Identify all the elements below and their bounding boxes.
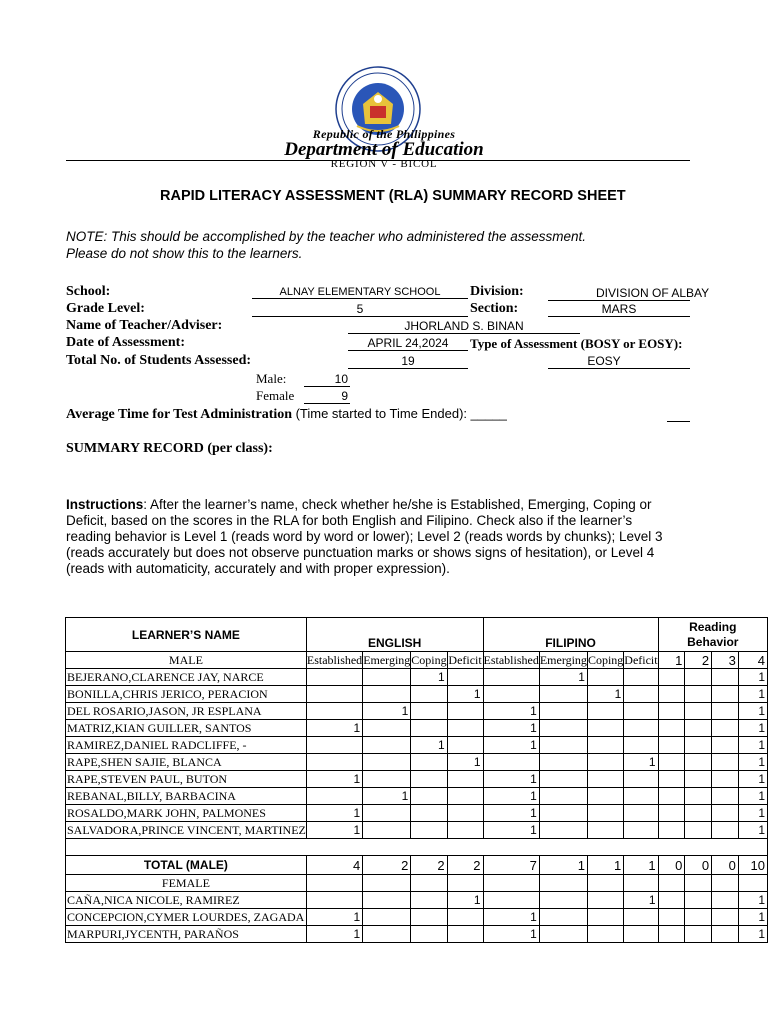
score-cell	[539, 737, 587, 754]
reading-behavior-header	[658, 618, 767, 652]
total-male-cell: 10	[738, 856, 767, 875]
table-row	[66, 788, 768, 805]
score-cell	[624, 771, 658, 788]
total-male-cell: 2	[363, 856, 411, 875]
score-cell: 1	[483, 720, 539, 737]
score-cell	[447, 771, 483, 788]
male-label: Male:	[256, 371, 287, 386]
score-cell: 1	[738, 720, 767, 737]
instructions-text-1: : After the learner’s name, check whether he/she is Established, Emerging, Coping or	[143, 497, 652, 512]
score-cell	[483, 892, 539, 909]
table-row	[66, 737, 768, 754]
score-cell	[712, 720, 739, 737]
school-label: School:	[66, 284, 111, 299]
score-cell	[712, 771, 739, 788]
english-header: ENGLISH	[306, 618, 483, 652]
score-cell	[685, 669, 712, 686]
score-cell	[685, 892, 712, 909]
score-cell	[411, 703, 447, 720]
score-cell	[539, 822, 587, 839]
score-cell	[411, 754, 447, 771]
score-cell	[712, 686, 739, 703]
score-cell	[306, 788, 362, 805]
sub-header-row	[66, 652, 768, 669]
female-value: 9	[304, 389, 350, 404]
score-cell: 1	[411, 669, 447, 686]
score-cell: 1	[447, 754, 483, 771]
table-row	[66, 805, 768, 822]
score-cell	[306, 669, 362, 686]
section-label: Section:	[470, 301, 519, 316]
score-cell	[658, 822, 685, 839]
score-cell	[363, 805, 411, 822]
total-male-cell: 0	[712, 856, 739, 875]
score-cell	[624, 720, 658, 737]
score-cell: 1	[483, 788, 539, 805]
score-cell	[685, 909, 712, 926]
empty-cell	[363, 875, 411, 892]
avg-time-rest: (Time started to Time Ended): _____	[295, 406, 507, 421]
learner-name: DEL ROSARIO,JASON, JR ESPLANA	[66, 703, 307, 720]
score-cell	[658, 720, 685, 737]
score-cell	[685, 805, 712, 822]
score-cell: 1	[306, 926, 362, 943]
score-cell: 1	[363, 788, 411, 805]
score-cell	[539, 926, 587, 943]
score-cell	[363, 926, 411, 943]
level-3-header: 3	[712, 652, 739, 669]
score-cell: 1	[483, 822, 539, 839]
score-cell: 1	[624, 754, 658, 771]
score-cell	[306, 737, 362, 754]
score-cell: 1	[306, 822, 362, 839]
score-cell	[712, 737, 739, 754]
score-cell	[411, 926, 447, 943]
score-cell: 1	[483, 926, 539, 943]
score-cell: 1	[483, 737, 539, 754]
filipino-header: FILIPINO	[483, 618, 658, 652]
total-male-cell: 2	[447, 856, 483, 875]
score-cell	[539, 754, 587, 771]
score-cell	[712, 822, 739, 839]
score-cell	[624, 788, 658, 805]
score-cell	[539, 805, 587, 822]
empty-cell	[624, 875, 658, 892]
table-row	[66, 669, 768, 686]
date-value: APRIL 24,2024	[348, 336, 468, 351]
score-cell	[685, 703, 712, 720]
score-cell: 1	[738, 669, 767, 686]
total-male-cell: 0	[685, 856, 712, 875]
score-cell: 1	[738, 754, 767, 771]
score-cell	[624, 909, 658, 926]
score-cell: 1	[306, 720, 362, 737]
blank-cell	[66, 839, 768, 856]
score-cell	[685, 754, 712, 771]
total-male-cell: 1	[624, 856, 658, 875]
score-cell: 1	[483, 703, 539, 720]
score-cell	[658, 805, 685, 822]
score-cell	[624, 737, 658, 754]
learner-name: CONCEPCION,CYMER LOURDES, ZAGADA	[67, 909, 305, 924]
score-cell: 1	[447, 686, 483, 703]
avg-time-label: Average Time for Test Administration	[66, 407, 293, 422]
table-row	[66, 686, 768, 703]
score-cell	[685, 822, 712, 839]
score-cell	[685, 788, 712, 805]
score-cell	[411, 822, 447, 839]
score-cell: 1	[738, 737, 767, 754]
score-cell	[658, 788, 685, 805]
subheader-emerging-filipino: Emerging	[539, 652, 587, 667]
score-cell	[306, 892, 362, 909]
score-cell	[587, 720, 623, 737]
table-row	[66, 720, 768, 737]
score-cell: 1	[738, 686, 767, 703]
score-cell: 1	[483, 771, 539, 788]
score-cell	[587, 669, 623, 686]
score-cell: 1	[738, 909, 767, 926]
score-cell	[587, 737, 623, 754]
score-cell	[363, 720, 411, 737]
score-cell	[306, 686, 362, 703]
school-value: ALNAY ELEMENTARY SCHOOL	[252, 286, 468, 299]
avg-time-line	[66, 406, 690, 423]
score-cell	[712, 805, 739, 822]
empty-cell	[483, 875, 539, 892]
empty-cell	[411, 875, 447, 892]
learner-name-header: LEARNER’S NAME	[66, 618, 307, 652]
female-section-row	[66, 875, 768, 892]
instructions-line-3: reading behavior is Level 1 (reads word by word or lower); Level 2 (reads words by chunks); Level 3	[66, 529, 663, 544]
total-male-cell: 2	[411, 856, 447, 875]
score-cell	[447, 720, 483, 737]
score-cell: 1	[483, 805, 539, 822]
grade-label: Grade Level:	[66, 301, 145, 316]
score-cell	[658, 686, 685, 703]
learner-name: MATRIZ,KIAN GUILLER, SANTOS	[66, 720, 307, 737]
score-cell	[658, 771, 685, 788]
score-cell	[539, 788, 587, 805]
score-cell	[363, 669, 411, 686]
score-cell	[685, 771, 712, 788]
score-cell	[658, 737, 685, 754]
score-cell	[712, 703, 739, 720]
total-male-cell: 0	[658, 856, 685, 875]
score-cell	[363, 754, 411, 771]
score-cell	[539, 771, 587, 788]
learner-name: BEJERANO,CLARENCE JAY, NARCE	[66, 669, 307, 686]
score-cell: 1	[738, 822, 767, 839]
score-cell	[447, 926, 483, 943]
score-cell	[363, 771, 411, 788]
table-row	[66, 909, 768, 926]
type-label: Type of Assessment (BOSY or EOSY):	[470, 336, 683, 351]
level-1-header: 1	[658, 652, 685, 669]
score-cell	[447, 703, 483, 720]
subheader-coping-english: Coping	[411, 652, 447, 667]
section-value: MARS	[548, 302, 690, 317]
score-cell	[712, 892, 739, 909]
table-row	[66, 892, 768, 909]
score-cell	[587, 805, 623, 822]
score-cell: 1	[306, 771, 362, 788]
score-cell	[447, 669, 483, 686]
learner-name: ROSALDO,MARK JOHN, PALMONES	[66, 805, 307, 822]
score-cell: 1	[738, 771, 767, 788]
score-cell	[411, 788, 447, 805]
score-cell: 1	[483, 909, 539, 926]
table-row	[66, 926, 768, 943]
instructions-line-2: Deficit, based on the scores in the RLA for both English and Filipino. Check also if the learner’s	[66, 513, 633, 528]
score-cell	[624, 822, 658, 839]
date-label: Date of Assessment:	[66, 335, 185, 350]
score-cell	[624, 686, 658, 703]
score-cell	[363, 822, 411, 839]
total-male-cell: 4	[306, 856, 362, 875]
type-value: EOSY	[548, 354, 690, 369]
score-cell: 1	[363, 703, 411, 720]
score-cell	[411, 892, 447, 909]
score-cell	[712, 926, 739, 943]
subheader-established-filipino: Established	[483, 652, 539, 667]
score-cell	[587, 771, 623, 788]
subheader-coping-filipino: Coping	[587, 652, 624, 667]
learner-name: RAMIREZ,DANIEL RADCLIFFE, -	[66, 737, 307, 754]
score-cell	[587, 926, 623, 943]
male-section-label: MALE	[66, 652, 307, 669]
reading-header-2: Behavior	[687, 634, 739, 649]
learner-name: MARPURI,JYCENTH, PARAÑOS	[66, 926, 307, 943]
total-male-cell: 1	[587, 856, 623, 875]
score-cell: 1	[306, 805, 362, 822]
table-row	[66, 822, 768, 839]
score-cell	[306, 754, 362, 771]
teacher-label: Name of Teacher/Adviser:	[66, 318, 223, 333]
empty-cell	[738, 875, 767, 892]
score-cell	[624, 805, 658, 822]
department-name: Department of Education	[284, 139, 484, 160]
score-cell	[483, 669, 539, 686]
learner-name: BONILLA,CHRIS JERICO, PERACION	[66, 686, 307, 703]
score-cell	[411, 686, 447, 703]
score-cell	[411, 720, 447, 737]
score-cell	[658, 703, 685, 720]
score-cell	[658, 926, 685, 943]
score-cell: 1	[624, 892, 658, 909]
summary-table	[65, 617, 768, 943]
subheader-deficit-filipino: Deficit	[624, 652, 658, 667]
score-cell	[363, 737, 411, 754]
score-cell	[483, 686, 539, 703]
instructions-line-5: (reads with automaticity, accurately and with proper expression).	[66, 561, 450, 576]
subheader-emerging-english: Emerging	[363, 652, 411, 667]
female-section-label: FEMALE	[66, 875, 307, 892]
reading-header-1: Reading	[689, 619, 737, 634]
empty-cell	[447, 875, 483, 892]
summary-label: SUMMARY RECORD (per class):	[66, 441, 273, 456]
learner-name: RAPE,SHEN SAJIE, BLANCA	[66, 754, 307, 771]
table-row	[66, 771, 768, 788]
empty-cell	[587, 875, 623, 892]
score-cell	[712, 788, 739, 805]
score-cell	[624, 669, 658, 686]
score-cell: 1	[738, 703, 767, 720]
subheader-deficit-english: Deficit	[448, 652, 482, 667]
score-cell	[712, 669, 739, 686]
note-line-2: Please do not show this to the learners.	[66, 246, 303, 261]
region-line: REGION V - BICOL	[330, 158, 438, 170]
score-cell	[447, 737, 483, 754]
empty-cell	[539, 875, 587, 892]
score-cell	[447, 822, 483, 839]
score-cell: 1	[539, 669, 587, 686]
learner-name: RAPE,STEVEN PAUL, BUTON	[66, 771, 307, 788]
avg-time-blank	[667, 421, 690, 422]
score-cell	[587, 788, 623, 805]
total-male-row	[66, 856, 768, 875]
score-cell	[685, 720, 712, 737]
level-2-header: 2	[685, 652, 712, 669]
score-cell: 1	[306, 909, 362, 926]
score-cell	[363, 892, 411, 909]
learner-name: REBANAL,BILLY, BARBACINA	[66, 788, 307, 805]
score-cell	[447, 909, 483, 926]
total-male-cell: 1	[539, 856, 587, 875]
republic-line: Republic of the Philippines	[312, 127, 456, 141]
score-cell	[447, 788, 483, 805]
score-cell	[447, 805, 483, 822]
score-cell	[306, 703, 362, 720]
score-cell	[483, 754, 539, 771]
male-value: 10	[304, 372, 350, 387]
score-cell	[411, 909, 447, 926]
score-cell	[363, 909, 411, 926]
score-cell	[685, 926, 712, 943]
score-cell: 1	[587, 686, 623, 703]
score-cell	[411, 771, 447, 788]
score-cell	[658, 892, 685, 909]
score-cell: 1	[447, 892, 483, 909]
table-row	[66, 754, 768, 771]
score-cell	[624, 703, 658, 720]
teacher-value: JHORLAND S. BINAN	[348, 319, 580, 334]
score-cell	[658, 909, 685, 926]
score-cell	[712, 754, 739, 771]
total-label: Total No. of Students Assessed:	[66, 353, 252, 368]
score-cell	[587, 754, 623, 771]
instructions-label: Instructions	[66, 497, 144, 512]
score-cell	[539, 892, 587, 909]
score-cell	[658, 669, 685, 686]
score-cell	[685, 737, 712, 754]
score-cell: 1	[738, 892, 767, 909]
score-cell	[685, 686, 712, 703]
score-cell: 1	[738, 788, 767, 805]
score-cell	[539, 720, 587, 737]
female-label: Female	[256, 388, 295, 403]
blank-row	[66, 839, 768, 856]
empty-cell	[685, 875, 712, 892]
score-cell	[712, 909, 739, 926]
score-cell	[539, 686, 587, 703]
score-cell	[587, 703, 623, 720]
empty-cell	[658, 875, 685, 892]
division-value: DIVISION OF ALBAY	[548, 286, 690, 301]
level-4-header: 4	[738, 652, 767, 669]
score-cell	[363, 686, 411, 703]
score-cell	[624, 926, 658, 943]
score-cell	[539, 703, 587, 720]
note-line-1: NOTE: This should be accomplished by the teacher who administered the assessment.	[66, 229, 587, 244]
total-male-cell: 7	[483, 856, 539, 875]
score-cell	[658, 754, 685, 771]
subheader-established-english: Established	[306, 652, 363, 667]
score-cell: 1	[738, 926, 767, 943]
score-cell	[587, 909, 623, 926]
instructions-line-4: (reads accurately but does not observe punctuation marks or shows signs of hesitation), or Level 4	[66, 545, 655, 560]
score-cell	[539, 909, 587, 926]
score-cell	[587, 822, 623, 839]
instructions-line-1	[66, 497, 690, 512]
score-cell	[411, 805, 447, 822]
table-row	[66, 703, 768, 720]
total-value: 19	[348, 354, 468, 369]
learner-name: CAÑA,NICA NICOLE, RAMIREZ	[66, 892, 307, 909]
grade-value: 5	[252, 302, 468, 317]
page-title: RAPID LITERACY ASSESSMENT (RLA) SUMMARY RECORD SHEET	[160, 188, 626, 204]
empty-cell	[306, 875, 362, 892]
learner-name: SALVADORA,PRINCE VINCENT, MARTINEZ	[67, 822, 306, 837]
empty-cell	[712, 875, 739, 892]
score-cell: 1	[411, 737, 447, 754]
division-label: Division:	[470, 284, 524, 299]
total-male-label: TOTAL (MALE)	[66, 856, 307, 875]
score-cell	[587, 892, 623, 909]
score-cell: 1	[738, 805, 767, 822]
